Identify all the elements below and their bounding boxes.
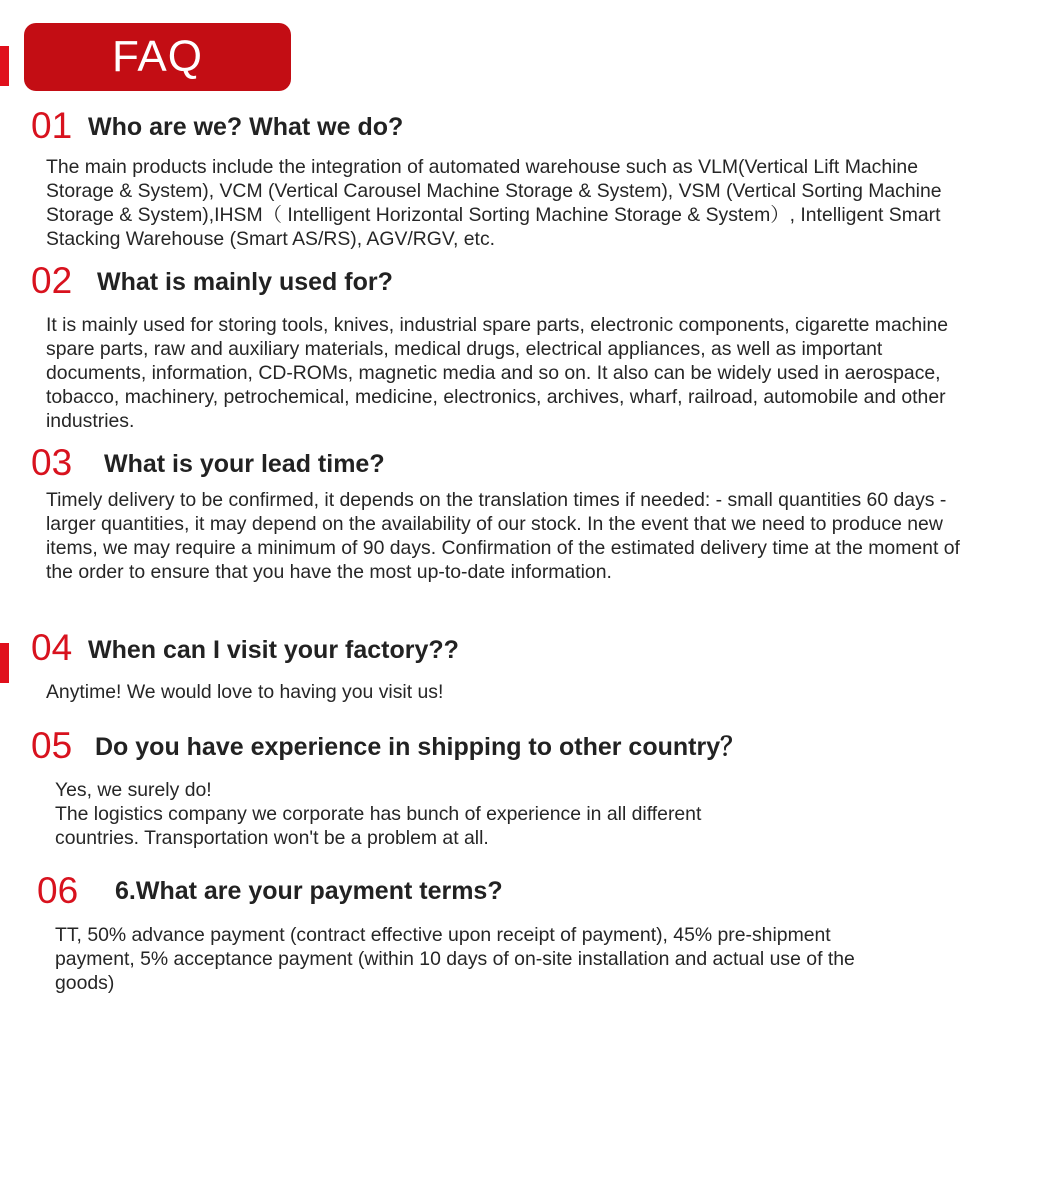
faq-answer [46,155,976,251]
faq-header-tab [24,23,291,91]
faq-answer [46,680,976,704]
faq-answer-paragraph: Anytime! We would love to having you visit us! [46,681,444,703]
faq-number: 02 [31,260,73,301]
faq-question: Do you have experience in shipping to other country？ [95,733,746,761]
faq-number: 06 [37,870,79,911]
faq-answer [46,488,981,584]
side-accent-bar-top [0,46,9,86]
faq-number: 04 [31,627,73,668]
faq-answer-paragraph: Yes, we surely do! [55,779,212,801]
faq-answer [55,778,745,850]
faq-number: 05 [31,725,73,766]
faq-answer-paragraph: The logistics company we corporate has bunch of experience in all different countries. Transportation won't be a problem at all. [55,803,702,849]
faq-answer-paragraph: Timely delivery to be confirmed, it depends on the translation times if needed: - small quantities 60 days - larger quantities, it may depend on the availability of our stock. In the event that we need to produce new items, we may require a minimum of 90 days. Confirmation of the estimated delivery time at the moment of the order to ensure that you have the most up-to-date information. [46,489,960,583]
faq-number: 03 [31,442,73,483]
faq-question: Who are we? What we do? [88,113,404,141]
faq-question: 6.What are your payment terms? [115,877,503,905]
faq-answer [55,923,895,995]
faq-answer-paragraph: The main products include the integration of automated warehouse such as VLM(Vertical Lift Machine Storage & System), VCM (Vertical Carousel Machine Storage & System), VSM (Vertical Sorting Machine Storage & System),IHSM（ Intelligent Horizontal Sorting Machine Storage & System）, Intelligent Smart Stacking Warehouse (Smart AS/RS), AGV/RGV, etc. [46,156,942,250]
faq-question: When can I visit your factory?? [88,636,459,664]
side-accent-bar-middle [0,643,9,683]
faq-number: 01 [31,105,73,146]
faq-question: What is your lead time? [104,450,385,478]
faq-question: What is mainly used for? [97,268,393,296]
faq-answer [46,313,981,433]
faq-answer-paragraph: TT, 50% advance payment (contract effective upon receipt of payment), 45% pre-shipment payment, 5% acceptance payment (within 10 days of on-site installation and actual use of the goods) [55,924,855,994]
page-title: FAQ [111,32,204,81]
faq-answer-paragraph: It is mainly used for storing tools, knives, industrial spare parts, electronic components, cigarette machine spare parts, raw and auxiliary materials, medical drugs, electrical appliances, as well as important documents, information, CD-ROMs, magnetic media and so on. It also can be widely used in aerospace, tobacco, machinery, petrochemical, medicine, electronics, archives, wharf, railroad, automobile and other industries. [46,314,949,432]
